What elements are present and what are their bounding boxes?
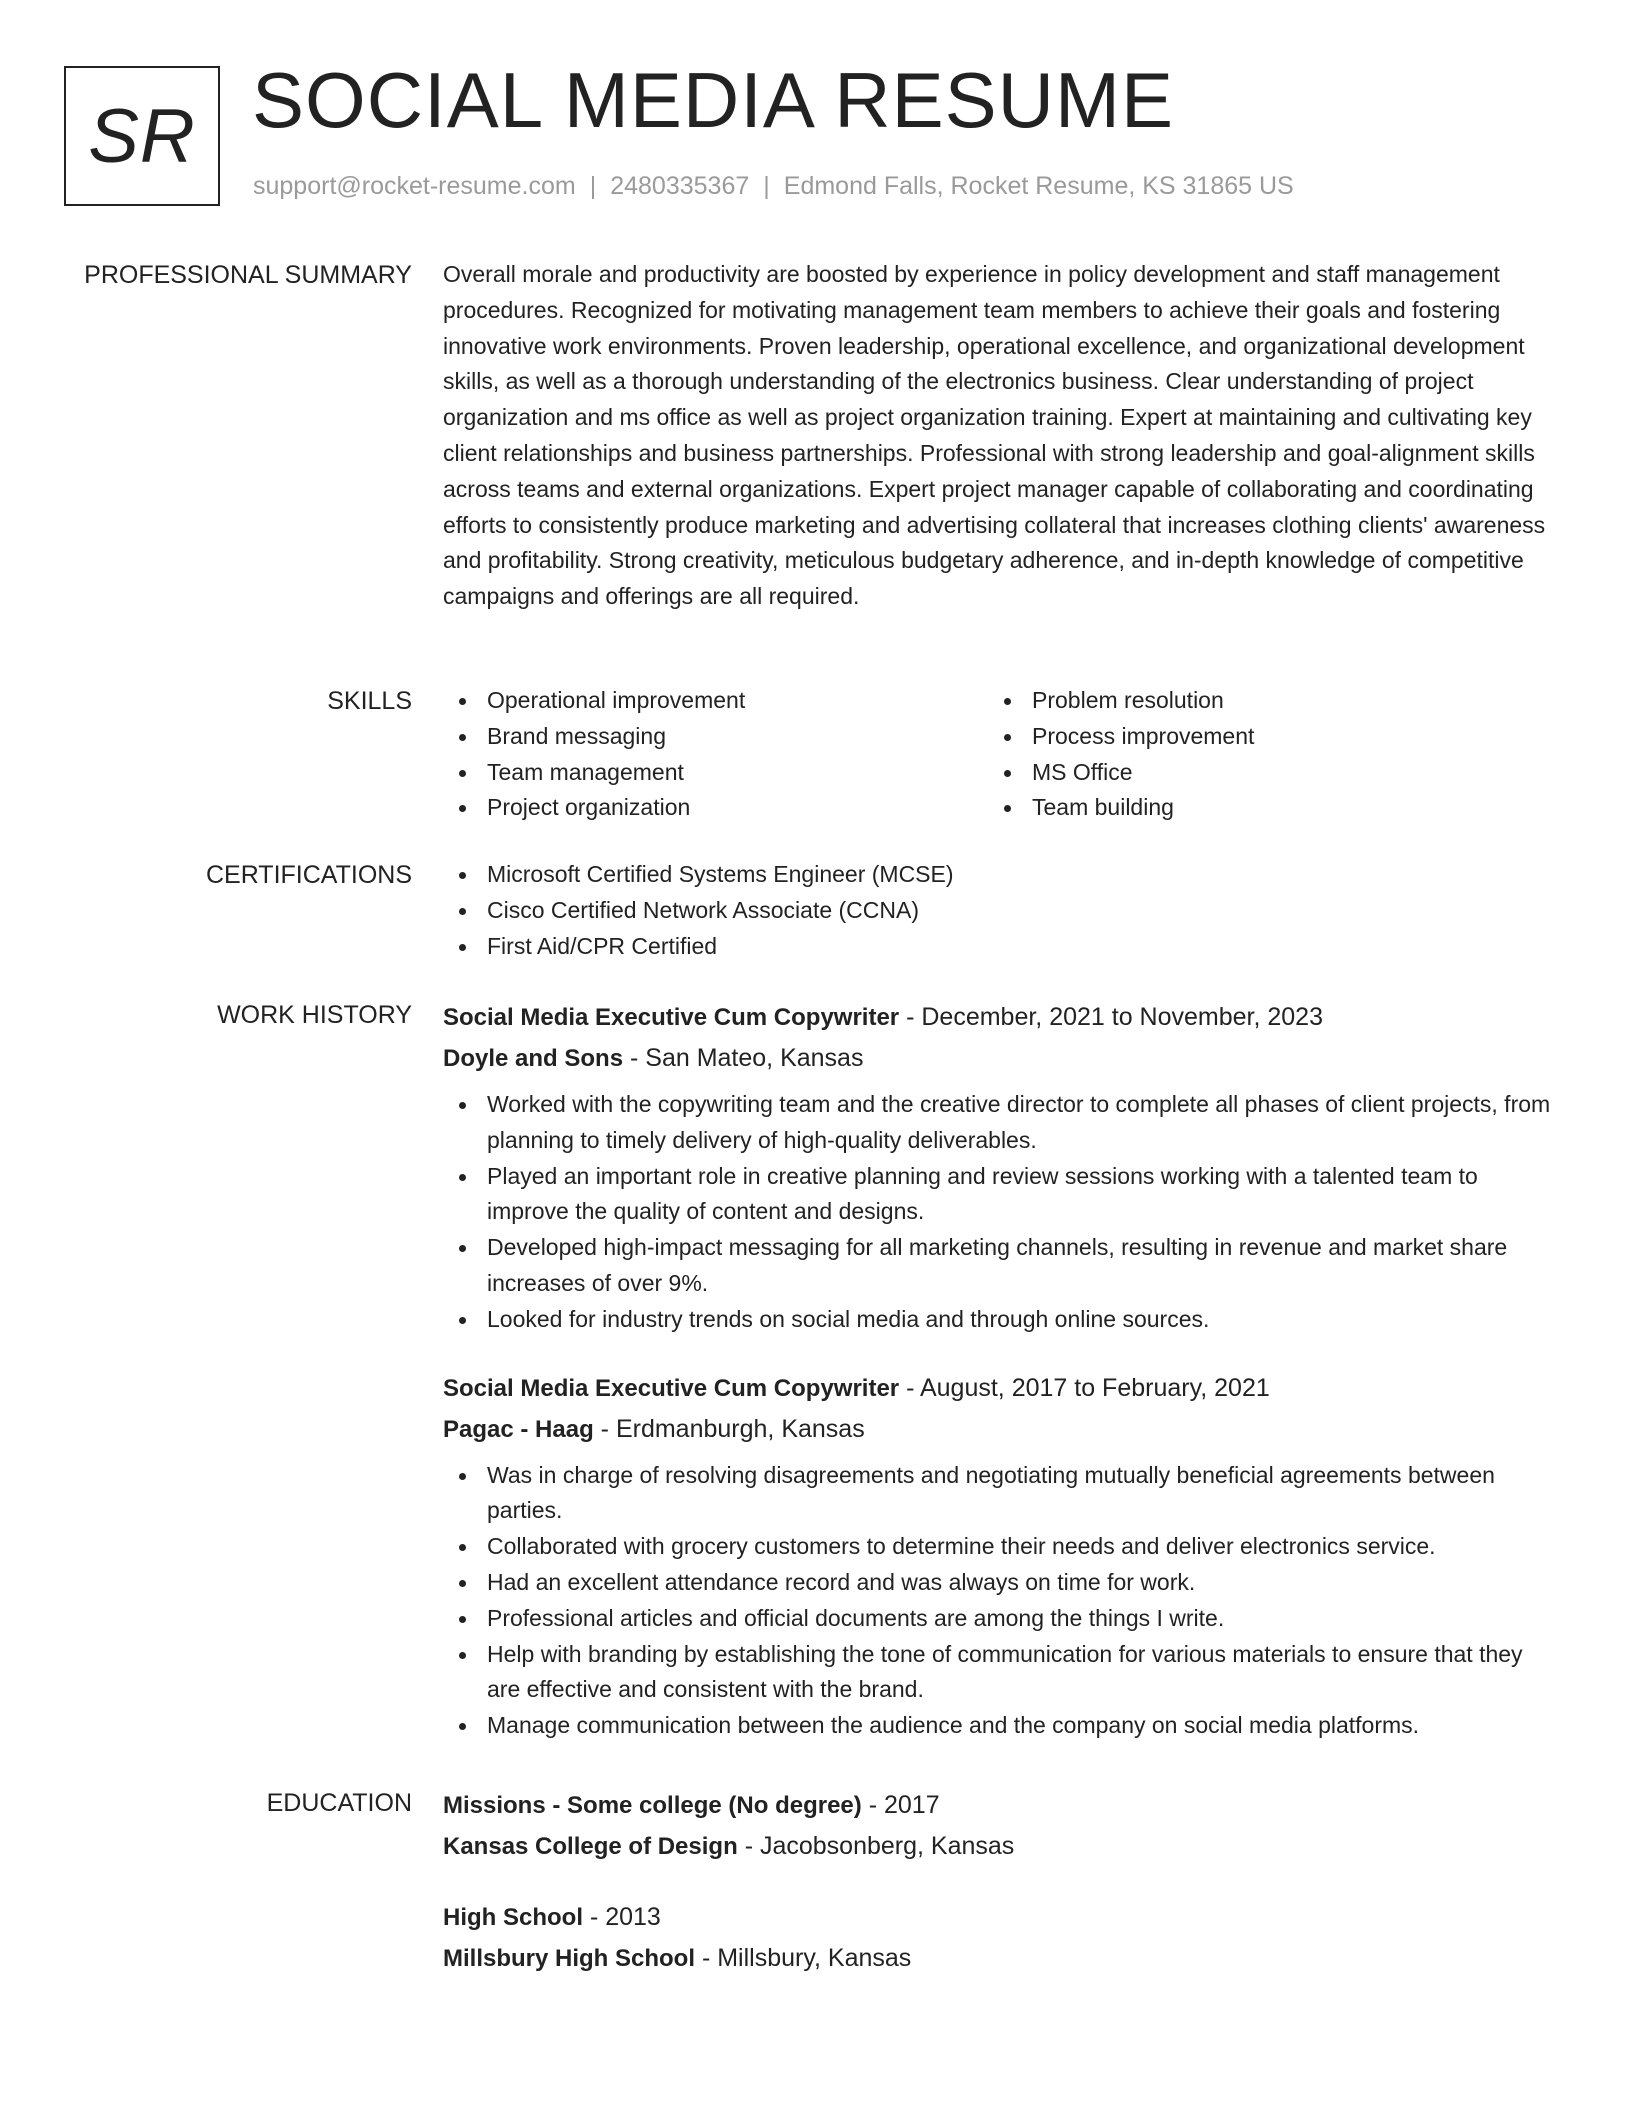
job-bullet: Played an important role in creative planning and review sessions working with a talented team to improve the quality of content and designs.: [443, 1159, 1555, 1231]
job-dates: - August, 2017 to February, 2021: [899, 1373, 1270, 1402]
skill-item: Operational improvement: [443, 683, 988, 719]
job-company-line: [443, 1038, 1555, 1079]
job-company: Doyle and Sons: [443, 1045, 624, 1072]
section-label-skills: SKILLS: [327, 687, 412, 715]
skill-item: Team building: [988, 790, 1533, 826]
contact-address: Edmond Falls, Rocket Resume, KS 31865 US: [783, 172, 1294, 200]
job-bullet: Worked with the copywriting team and the creative director to complete all phases of client projects, from planning to timely delivery of high-quality deliverables.: [443, 1087, 1555, 1159]
job-bullet: Had an excellent attendance record and was always on time for work.: [443, 1565, 1555, 1601]
section-label-work-history: WORK HISTORY: [217, 1001, 412, 1029]
job-company: Pagac - Haag: [443, 1415, 594, 1443]
skill-item: Process improvement: [988, 719, 1533, 755]
job-entry: [443, 1368, 1555, 1744]
education-school-line: [443, 1826, 1555, 1867]
job-bullet: Developed high-impact messaging for all marketing channels, resulting in revenue and market share increases of over 9%.: [443, 1230, 1555, 1302]
skill-item: Brand messaging: [443, 719, 988, 755]
skill-item: Problem resolution: [988, 683, 1533, 719]
job-bullet-list: [443, 1458, 1555, 1744]
skills-body: [443, 683, 1555, 826]
contact-line: [253, 172, 1294, 201]
education-body: [443, 1785, 1555, 1979]
job-bullet: Professional articles and official documents are among the things I write.: [443, 1601, 1555, 1637]
skill-item: Project organization: [443, 790, 988, 826]
skill-item: Team management: [443, 755, 988, 791]
summary-text: Overall morale and productivity are boosted by experience in policy development and staff management procedures. Recognized for motivating management team members to achieve their goals and fostering innovative work environments. Proven leadership, operational excellence, and organizational development skills, as well as a thorough understanding of the electronics business. Clear understanding of project organization and ms office as well as project organization training. Expert at maintaining and cultivating key client relationships and business partnerships. Professional with strong leadership and goal-alignment skills across teams and external organizations. Expert project manager capable of collaborating and coordinating efforts to consistently produce marketing and advertising collateral that increases clothing clients' awareness and profitability. Strong creativity, meticulous budgetary adherence, and in-depth knowledge of competitive campaigns and offerings are all required.: [443, 261, 1546, 610]
job-title-line: [443, 1368, 1555, 1409]
job-bullet: Collaborated with grocery customers to determine their needs and deliver electronics service.: [443, 1529, 1555, 1565]
certification-item: Cisco Certified Network Associate (CCNA): [443, 893, 1555, 929]
job-company-line: [443, 1409, 1555, 1450]
job-location: - Erdmanburgh, Kansas: [593, 1414, 865, 1443]
certifications-body: [443, 857, 1555, 964]
skills-grid: [443, 683, 1555, 826]
education-entry: [443, 1897, 1555, 1979]
education-degree: Missions - Some college (No degree): [443, 1792, 862, 1819]
skill-item: MS Office: [988, 755, 1533, 791]
education-location: - Millsbury, Kansas: [695, 1944, 912, 1972]
contact-separator: |: [589, 172, 597, 200]
job-title: Social Media Executive Cum Copywriter: [443, 1374, 900, 1402]
education-school: Millsbury High School: [443, 1945, 696, 1972]
education-year: - 2013: [583, 1903, 661, 1931]
work-history-body: [443, 997, 1555, 1744]
contact-phone: 2480335367: [610, 172, 750, 200]
resume-title: SOCIAL MEDIA RESUME: [252, 56, 1174, 144]
education-degree-line: [443, 1785, 1555, 1826]
contact-email: support@rocket-resume.com: [253, 172, 576, 200]
job-dates: - December, 2021 to November, 2023: [899, 1003, 1323, 1031]
job-location: - San Mateo, Kansas: [623, 1044, 864, 1072]
education-school: Kansas College of Design: [443, 1833, 738, 1860]
job-bullet: Manage communication between the audience and the company on social media platforms.: [443, 1708, 1555, 1744]
monogram-initials: SR: [88, 93, 196, 179]
job-bullet-list: [443, 1087, 1555, 1338]
section-label-certifications: CERTIFICATIONS: [205, 861, 412, 889]
monogram-box: [64, 66, 220, 206]
skills-list-right: [988, 683, 1533, 826]
certifications-list: [443, 857, 1555, 964]
education-entry: [443, 1785, 1555, 1867]
certification-item: First Aid/CPR Certified: [443, 929, 1555, 965]
education-degree-line: [443, 1897, 1555, 1938]
education-location: - Jacobsonberg, Kansas: [737, 1832, 1015, 1860]
education-degree: High School: [443, 1904, 583, 1931]
skills-list-left: [443, 683, 988, 826]
section-label-education: EDUCATION: [266, 1789, 412, 1817]
job-bullet: Help with branding by establishing the tone of communication for various materials to ensure that they are effective and consistent with the brand.: [443, 1637, 1555, 1709]
education-school-line: [443, 1938, 1555, 1979]
contact-separator: |: [763, 172, 770, 200]
summary-body: [443, 257, 1555, 615]
education-year: - 2017: [861, 1791, 940, 1819]
job-bullet: Looked for industry trends on social media and through online sources.: [443, 1302, 1555, 1338]
job-bullet: Was in charge of resolving disagreements and negotiating mutually beneficial agreements between parties.: [443, 1458, 1555, 1530]
section-label-summary: PROFESSIONAL SUMMARY: [84, 261, 412, 289]
certification-item: Microsoft Certified Systems Engineer (MCSE): [443, 857, 1555, 893]
job-entry: [443, 997, 1555, 1338]
job-title-line: [443, 997, 1555, 1038]
job-title: Social Media Executive Cum Copywriter: [443, 1004, 900, 1031]
